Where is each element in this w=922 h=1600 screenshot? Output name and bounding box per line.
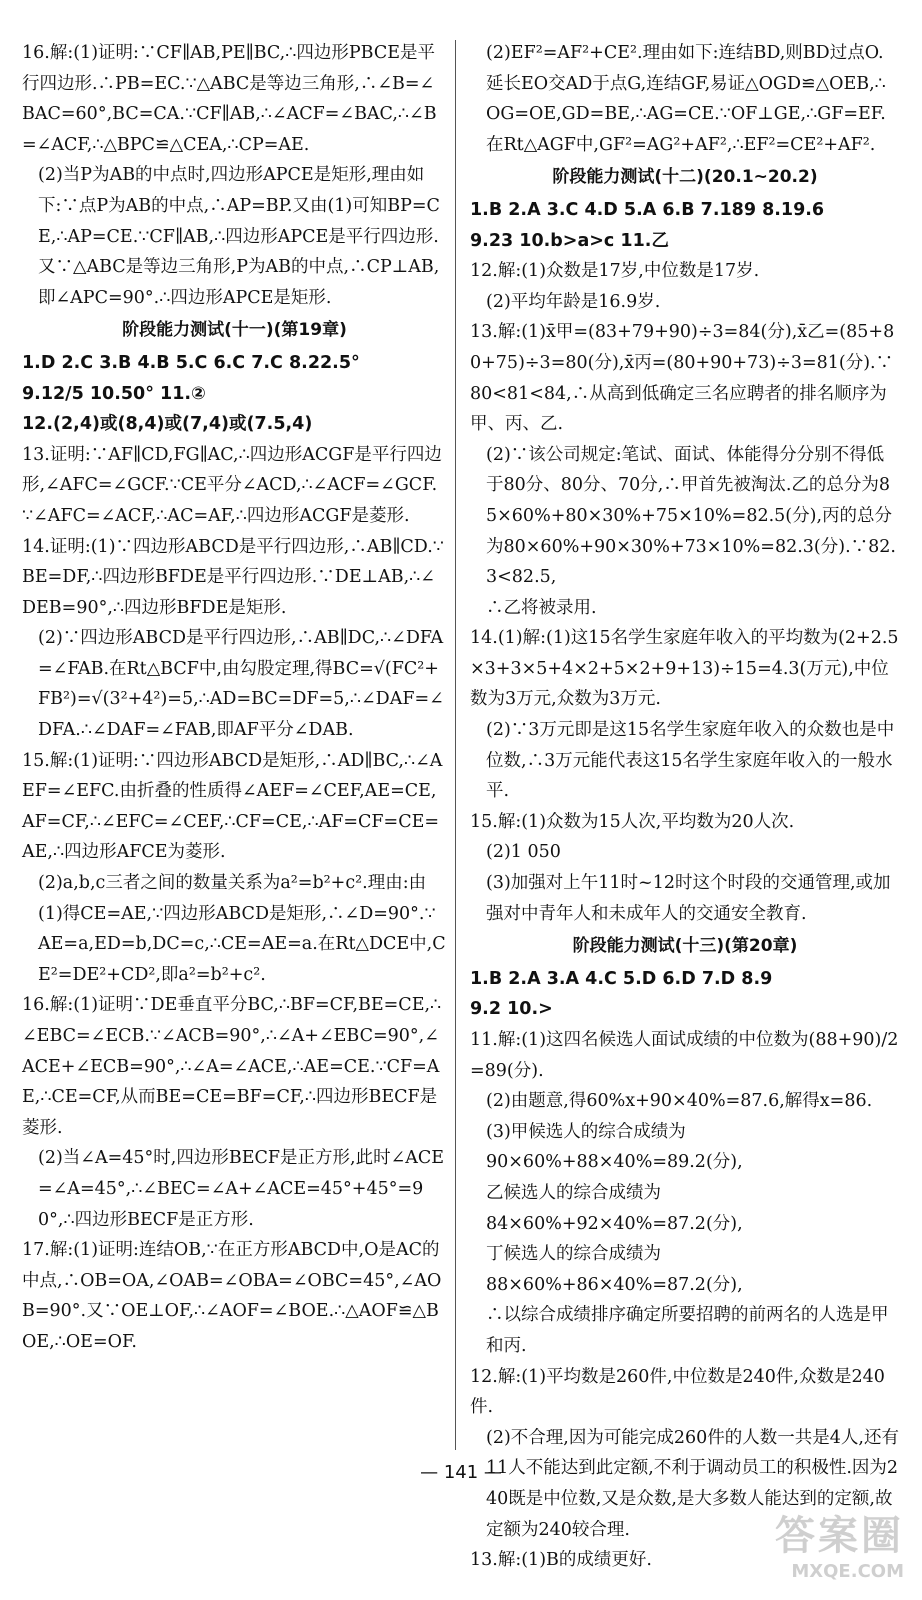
solution-subpart: (2)∵四边形ABCD是平行四边形,∴AB∥DC,∴∠DFA=∠FAB.在Rt△BCF中,由勾股定理,得BC=√(FC²+FB²)=√(3²+4²)=5,∴AD=BC=DF=5,∴∠DAF=∠DFA.∴∠DAF=∠FAB,即AF平分∠DAB. [38,628,444,741]
solution-subpart: 丁候选人的综合成绩为 [486,1244,661,1265]
solution-subpart: (2)平均年龄是16.9岁. [486,291,661,312]
solution-paragraph: 13.解:(1)x̄甲=(83+79+90)÷3=84(分),x̄乙=(85+80+75)÷3=80(分),x̄丙=(80+90+73)÷3=81(分).∵80<81<84,∴从高到低确定三名应聘者的排名顺序为甲、丙、乙. [470,322,895,435]
solution-subpart: (2)当∠A=45°时,四边形BECF是正方形,此时∠ACE=∠A=45°,∴∠BEC=∠A+∠ACE=45°+45°=90°,∴四边形BECF是正方形. [38,1148,445,1230]
solution-subpart: 90×60%+88×40%=89.2(分), [486,1152,743,1173]
solution-subpart: (3)加强对上午11时~12时这个时段的交通管理,或加强对中青年人和未成年人的交通安全教育. [486,873,891,924]
section-heading: 阶段能力测试(十三)(第20章) [572,936,798,957]
watermark-url: MXQE.COM [791,1561,904,1582]
solution-paragraph: 15.解:(1)众数为15人次,平均数为20人次. [470,811,795,832]
solution-subpart: (2)当P为AB的中点时,四边形APCE是矩形,理由如下:∵点P为AB的中点,∴AP=BP.又由(1)可知BP=CE,∴AP=CE.∵CF∥AB,∴四边形APCE是平行四边形.又∵△ABC是等边三角形,P为AB的中点,∴CP⊥AB,即∠APC=90°.∴四边形APCE是矩形. [38,165,440,308]
solution-subpart: (2)不合理,因为可能完成260件的人数一共是4人,还有11人不能达到此定额,不利于调动员工的积极性.因为240既是中位数,又是众数,是大多数人能达到的定额,故定额为240较合理. [486,1427,899,1540]
solution-paragraph: 14.证明:(1)∵四边形ABCD是平行四边形,∴AB∥CD.∵BE=DF,∴四边形BFDE是平行四边形.∵DE⊥AB,∴∠DEB=90°,∴四边形BFDE是矩形. [22,536,444,618]
solution-paragraph: 13.解:(1)B的成绩更好. [470,1550,652,1571]
solution-paragraph: 14.(1)解:(1)这15名学生家庭年收入的平均数为(2+2.5×3+3×5+4×2+5×2+9+13)÷15=4.3(万元),中位数为3万元,众数为3万元. [470,628,899,710]
section-heading: 阶段能力测试(十二)(20.1~20.2) [552,167,818,188]
solution-subpart: (2)a,b,c三者之间的数量关系为a²=b²+c².理由:由(1)得CE=AE,∵四边形ABCD是矩形,∴∠D=90°.∵AE=a,ED=b,DC=c,∴CE=AE=a.在Rt△DCE中,CE²=DE²+CD²,即a²=b²+c². [38,873,446,985]
answer-line: 9.2 10.> [470,999,553,1020]
solution-subpart: ∴乙将被录用. [486,597,597,618]
solution-subpart: (2)EF²=AF²+CE².理由如下:连结BD,则BD过点O.延长EO交AD于点G,连结GF,易证△OGD≌△OEB,∴OG=OE,GD=BE,∴AG=CE.∵OF⊥GE,∴GF=EF.在Rt△AGF中,GF²=AG²+AF²,∴EF²=CE²+AF². [486,43,886,155]
solution-paragraph: 17.解:(1)证明:连结OB,∵在正方形ABCD中,O是AC的中点,∴OB=OA,∠OAB=∠OBA=∠OBC=45°,∠AOB=90°.又∵OE⊥OF,∴∠AOF=∠BOE.∴△AOF≌△BOE,∴OE=OF. [22,1240,442,1352]
answer-line: 1.B 2.A 3.C 4.D 5.A 6.B 7.189 8.19.6 [470,199,825,220]
answer-line: 12.(2,4)或(8,4)或(7,4)或(7.5,4) [22,414,313,435]
solution-subpart: 乙候选人的综合成绩为 [486,1182,661,1203]
column-divider [455,40,456,1450]
answer-line: 9.12/5 10.50° 11.② [22,383,206,404]
solution-paragraph: 12.解:(1)平均数是260件,中位数是240件,众数是240件. [470,1366,885,1418]
solution-subpart: ∴以综合成绩排序确定所要招聘的前两名的人选是甲和丙. [486,1305,889,1356]
solution-subpart: 84×60%+92×40%=87.2(分), [486,1213,743,1234]
section-heading: 阶段能力测试(十一)(第19章) [122,320,347,341]
watermark-title: 答案圈 [775,1513,904,1559]
watermark-logo [775,1504,904,1582]
answer-line: 1.B 2.A 3.A 4.C 5.D 6.D 7.D 8.9 [470,968,773,989]
page-number: — 141 — [420,1462,502,1483]
left-column [22,38,447,1358]
solution-paragraph: 15.解:(1)证明:∵四边形ABCD是矩形,∴AD∥BC,∴∠AEF=∠EFC.由折叠的性质得∠AEF=∠CEF,AE=CE,AF=CF,∴∠EFC=∠CEF,∴CF=CE,∴AF=CF=CE=AE,∴四边形AFCE为菱形. [22,750,443,863]
solution-subpart: (2)∵3万元即是这15名学生家庭年收入的众数也是中位数,∴3万元能代表这15名学生家庭年收入的一般水平. [486,720,895,802]
solution-paragraph: 16.解:(1)证明∵DE垂直平分BC,∴BF=CF,BE=CE,∴∠EBC=∠ECB.∵∠ACB=90°,∴∠A+∠EBC=90°,∠ACE+∠ECB=90°,∴∠A=∠ACE,∴AE=CE.∵CF=AE,∴CE=CF,从而BE=CE=BF=CF,∴四边形BECF是菱形. [22,995,442,1138]
solution-paragraph: 12.解:(1)众数是17岁,中位数是17岁. [470,261,760,282]
solution-subpart: 88×60%+86×40%=87.2(分), [486,1274,743,1295]
solution-paragraph: 11.解:(1)这四名候选人面试成绩的中位数为(88+90)/2=89(分). [470,1030,899,1081]
solution-subpart: (2)1 050 [486,842,561,863]
solution-subpart: (2)由题意,得60%x+90×40%=87.6,解得x=86. [486,1091,873,1112]
right-column [470,38,900,1576]
solution-subpart: (2)∵该公司规定:笔试、面试、体能得分分别不得低于80分、80分、70分,∴甲首先被淘汰.乙的总分为85×60%+80×30%+75×10%=82.5(分),丙的总分为80×60%+90×30%+73×10%=82.3(分).∵82.3<82.5, [486,444,896,588]
solution-paragraph: 16.解:(1)证明:∵CF∥AB,PE∥BC,∴四边形PBCE是平行四边形.∴PB=EC.∵△ABC是等边三角形,∴∠B=∠BAC=60°,BC=CA.∵CF∥AB,∴∠ACF=∠BAC,∴∠B=∠ACF,∴△BPC≌△CEA,∴CP=AE. [22,43,437,155]
answer-line: 1.D 2.C 3.B 4.B 5.C 6.C 7.C 8.22.5° [22,352,360,373]
solution-subpart: (3)甲候选人的综合成绩为 [486,1121,686,1142]
answer-line: 9.23 10.b>a>c 11.乙 [470,230,669,251]
solution-paragraph: 13.证明:∵AF∥CD,FG∥AC,∴四边形ACGF是平行四边形,∠AFC=∠GCF.∵CE平分∠ACD,∴∠ACF=∠GCF.∵∠AFC=∠ACF,∴AC=AF,∴四边形ACGF是菱形. [22,444,442,526]
